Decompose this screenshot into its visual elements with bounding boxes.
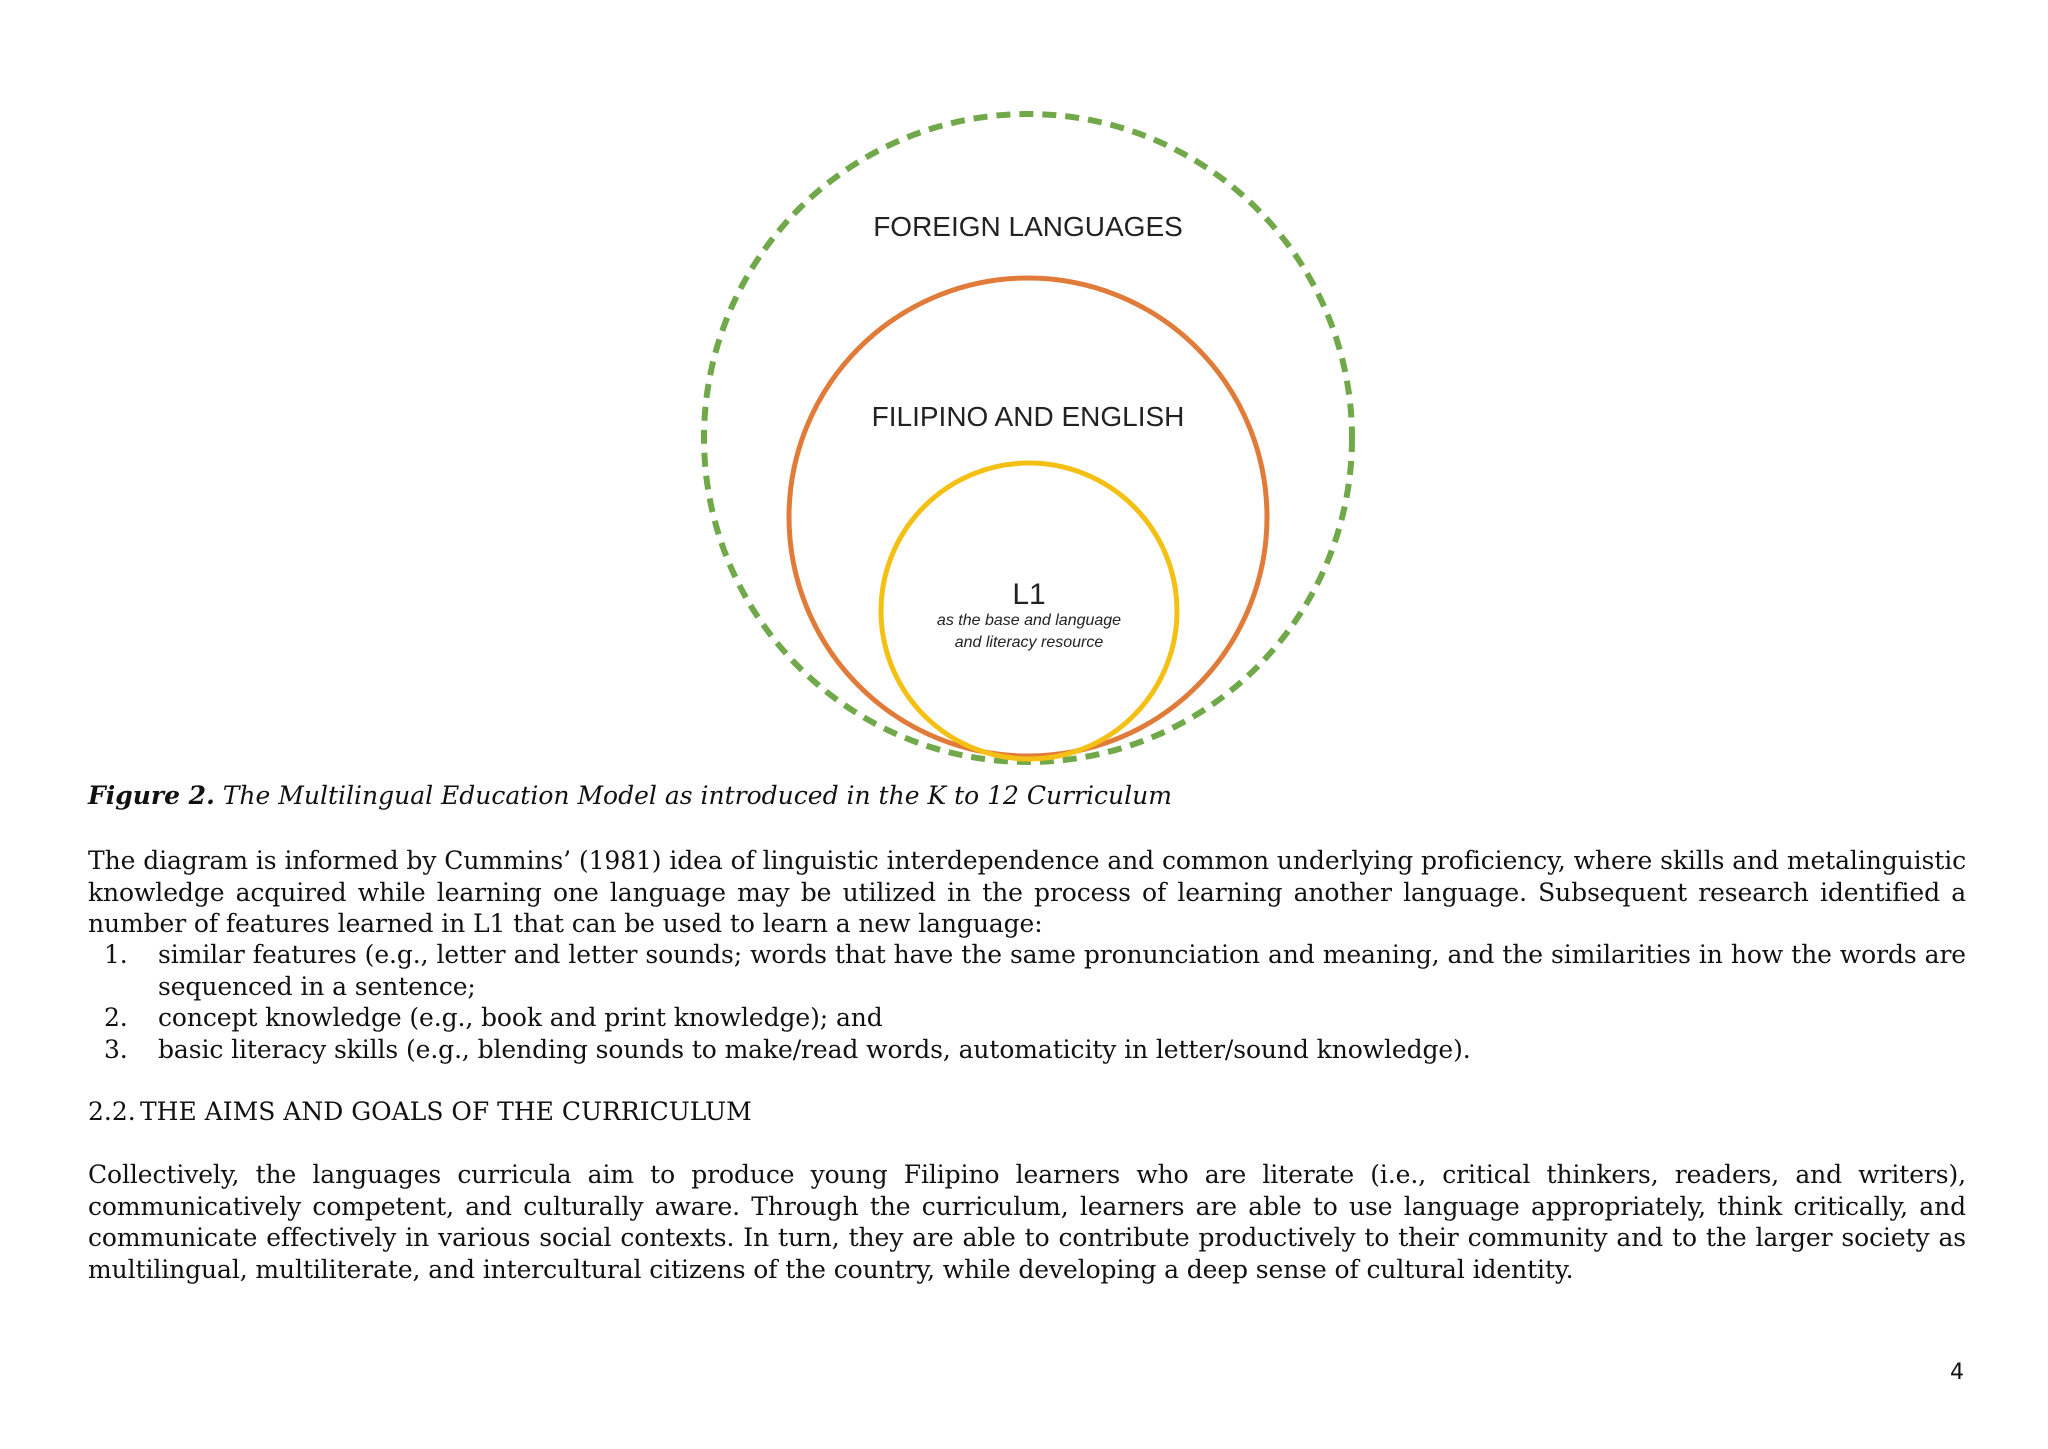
- outer-ring-label: FOREIGN LANGUAGES: [873, 211, 1183, 242]
- section-heading: [88, 1096, 752, 1127]
- list-item-number: 2.: [104, 1003, 128, 1032]
- list-item: [88, 1002, 1966, 1034]
- inner-ring-sublabel-line2: and literacy resource: [954, 634, 1104, 651]
- inner-ring-label: L1: [1012, 578, 1046, 611]
- figure-caption-label: Figure 2.: [88, 781, 215, 810]
- list-item-text: basic literacy skills (e.g., blending sounds to make/read words, automaticity in letter/sound knowledge).: [158, 1034, 1471, 1064]
- page-number: 4: [1950, 1360, 1964, 1385]
- figure-caption-text: The Multilingual Education Model as introduced in the K to 12 Curriculum: [222, 781, 1172, 810]
- middle-ring-filipino-english: [789, 278, 1267, 756]
- list-item-text: concept knowledge (e.g., book and print knowledge); and: [158, 1003, 883, 1032]
- body-paragraph-diagram-explanation: The diagram is informed by Cummins’ (1981) idea of linguistic interdependence and common underlying proficiency, where skills and metalinguistic knowledge acquired while learning one language may be utilized in the process of learning another language. Subsequent research identified a number of features learned in L1 that can be used to learn a new language:: [88, 846, 1966, 938]
- list-item: [88, 1034, 1966, 1066]
- list-item-text: similar features (e.g., letter and letter sounds; words that have the same pronunciation and meaning, and the similarities in how the words are sequenced in a sentence;: [158, 940, 1966, 1001]
- section-heading-text: THE AIMS AND GOALS OF THE CURRICULUM: [140, 1097, 752, 1126]
- section-heading-number: 2.2.: [88, 1097, 136, 1126]
- list-item: [88, 939, 1966, 1002]
- features-list: [88, 939, 1966, 1065]
- inner-ring-l1: [881, 463, 1177, 759]
- list-item-number: 3.: [104, 1034, 128, 1064]
- list-item-number: 1.: [104, 940, 128, 969]
- inner-ring-sublabel-line1: as the base and language: [936, 612, 1122, 629]
- figure-caption: [88, 780, 1968, 811]
- body-paragraph-aims: Collectively, the languages curricula aim to produce young Filipino learners who are literate (i.e., critical thinkers, readers, and writers), communicatively competent, and culturally aware. Through the curriculum, learners are able to use language appropriately, think critically, and communicate effectively in various social contexts. In turn, they are able to contribute productively to their community and to the larger society as multilingual, multiliterate, and intercultural citizens of the country, while developing a deep sense of cultural identity.: [88, 1160, 1966, 1284]
- middle-ring-label: FILIPINO AND ENGLISH: [871, 401, 1185, 432]
